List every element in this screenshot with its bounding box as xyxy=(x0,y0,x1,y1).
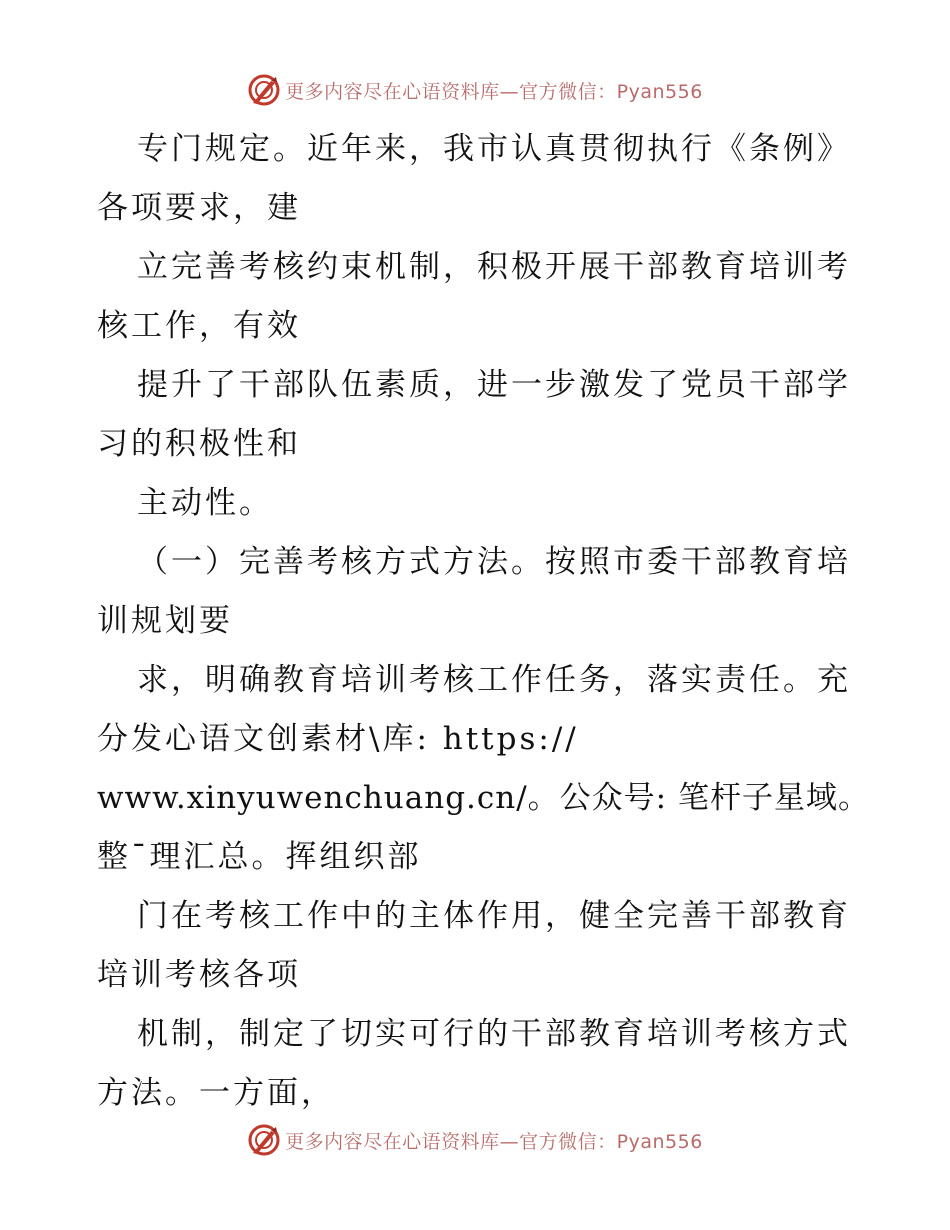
body-line: 习的积极性和 xyxy=(97,426,301,462)
body-line: 方法。一方面， xyxy=(97,1075,335,1111)
pen-circle-logo-icon xyxy=(247,73,281,107)
body-line: 分发心语文创素材\库: https:// xyxy=(97,721,579,757)
header-banner xyxy=(0,70,950,110)
body-line: 核工作，有效 xyxy=(97,308,301,344)
body-line: 训规划要 xyxy=(97,603,233,639)
body-line: 整¯理汇总。挥组织部 xyxy=(97,839,422,875)
body-line: 各项要求，建 xyxy=(97,190,301,226)
document-body xyxy=(97,120,870,1123)
header-banner-text: 更多内容尽在心语资料库—官方微信：Pyan556 xyxy=(285,80,703,103)
body-line: 提升了干部队伍素质，进一步激发了党员干部学 xyxy=(137,367,851,403)
pen-circle-logo-icon xyxy=(247,1123,281,1157)
body-line: 培训考核各项 xyxy=(97,957,301,993)
body-line-url: www.xinyuwenchuang.cn/。公众号: 笔杆子星域。 xyxy=(97,780,870,816)
body-line: 专门规定。近年来，我市认真贯彻执行《条例》 xyxy=(137,131,851,167)
body-line: 立完善考核约束机制，积极开展干部教育培训考 xyxy=(137,249,851,285)
section-heading-line: （一）完善考核方式方法。按照市委干部教育培 xyxy=(137,544,851,580)
footer-banner xyxy=(0,1120,950,1160)
body-line: 机制，制定了切实可行的干部教育培训考核方式 xyxy=(137,1016,851,1052)
body-line: 门在考核工作中的主体作用，健全完善干部教育 xyxy=(137,898,851,934)
footer-banner-text: 更多内容尽在心语资料库—官方微信：Pyan556 xyxy=(285,1130,703,1153)
body-line: 主动性。 xyxy=(137,485,273,521)
body-line: 求，明确教育培训考核工作任务，落实责任。充 xyxy=(137,662,851,698)
